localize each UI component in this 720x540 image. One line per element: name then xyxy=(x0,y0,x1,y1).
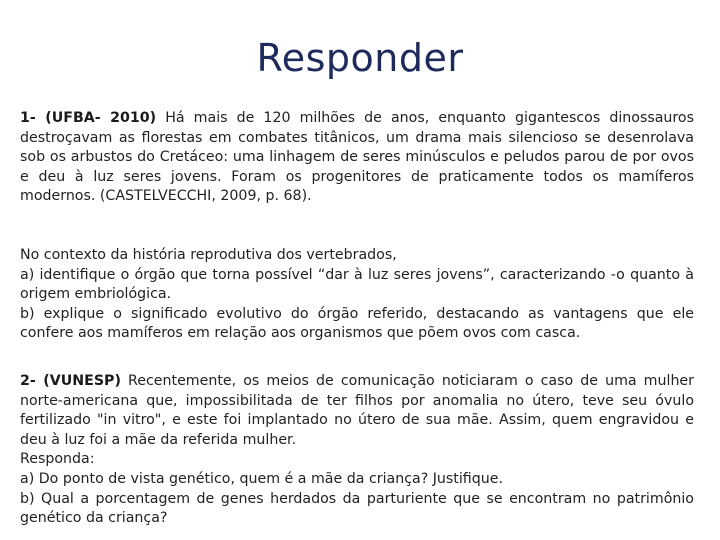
question-1-text: Há mais de 120 milhões de anos, enquanto gigantescos dinossauros destroçavam as florestas em combates titânicos, um drama mais silencioso se desenrolava sob os arbustos do Cretáceo: uma linhagem de seres minúsculos e peludos parou de por ovos e deu à luz seres jovens. Foram os progenitores de praticamente todos os mamíferos modernos. (CASTELVECCHI, 2009, p. 68). xyxy=(20,110,694,205)
question-2-text: Recentemente, os meios de comunicação noticiaram o caso de uma mulher norte-americana que, impossibilitada de ter filhos por anomalia no útero, teve seu óvulo fertilizado "in vitro", e este foi implantado no útero de sua mãe. Assim, quem engravidou e deu à luz foi a mãe da referida mulher. xyxy=(20,373,694,448)
question-2-item-a: a) Do ponto de vista genético, quem é a mãe da criança? Justifique. xyxy=(20,470,503,487)
question-1-statement xyxy=(20,109,694,207)
question-2 xyxy=(20,372,694,529)
question-1-source: 1- (UFBA- 2010) xyxy=(20,110,157,126)
question-2-statement xyxy=(20,372,694,450)
question-1-intro: No contexto da história reprodutiva dos vertebrados, xyxy=(20,247,397,263)
page-title: Responder xyxy=(256,36,464,80)
question-1-item-b: b) explique o significado evolutivo do órgão referido, destacando as vantagens que ele confere aos mamíferos em relação aos organismos que põem ovos com casca. xyxy=(20,305,694,342)
question-1-tasks xyxy=(20,246,694,344)
question-2-item-b: b) Qual a porcentagem de genes herdados da parturiente que se encontram no patrimônio genético da criança? xyxy=(20,490,694,527)
question-2-respond-label: Responda: xyxy=(20,451,95,468)
question-1-item-a: a) identifique o órgão que torna possível “dar à luz seres jovens”, caracterizando -o quanto à origem embriológica. xyxy=(20,266,694,303)
question-2-source: 2- (VUNESP) xyxy=(20,373,121,389)
